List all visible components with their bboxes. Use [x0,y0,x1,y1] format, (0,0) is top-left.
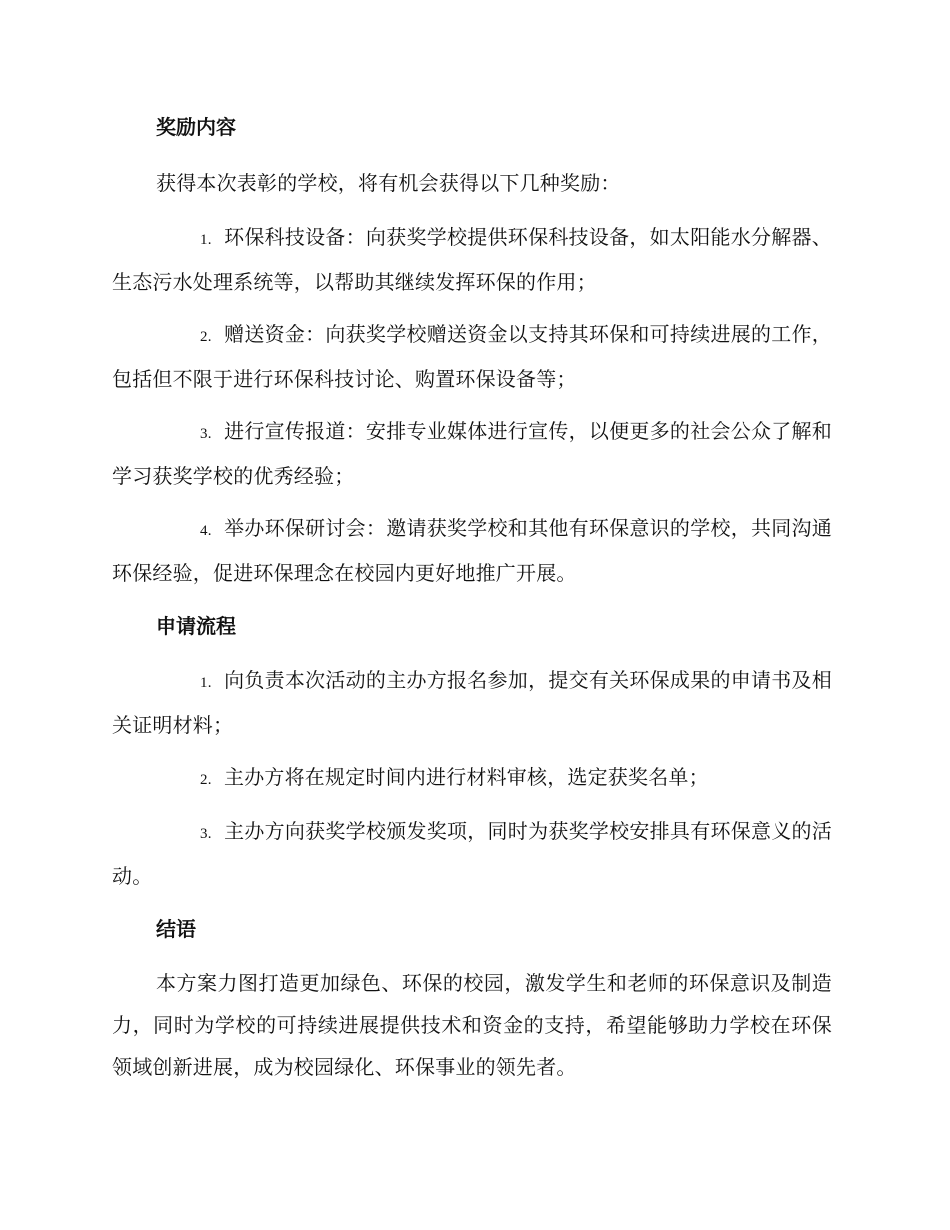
list-number: 4. [200,523,212,539]
process-item-2 [112,756,832,801]
section-heading-conclusion: 结语 [156,917,196,941]
list-number: 1. [200,675,212,691]
list-item-text: 向负责本次活动的主办方报名参加，提交有关环保成果的申请书及相关证明材料； [112,668,832,737]
list-item-text: 主办方将在规定时间内进行材料审核，选定获奖名单； [224,765,709,789]
conclusion-paragraph: 本方案力图打造更加绿色、环保的校园，激发学生和老师的环保意识及制造力，同时为学校的可持续进展提供技术和资金的支持，希望能够助力学校在环保领域创新进展，成为校园绿化、环保事业的领先者。 [112,971,832,1079]
section-heading-rewards: 奖励内容 [156,115,236,139]
list-number: 2. [200,329,212,345]
section-heading-process: 申请流程 [156,614,236,638]
list-number: 2. [200,772,212,788]
list-item-text: 主办方向获奖学校颁发奖项，同时为获奖学校安排具有环保意义的活动。 [112,819,832,888]
list-item-text: 环保科技设备：向获奖学校提供环保科技设备，如太阳能水分解器、生态污水处理系统等，以帮助其继续发挥环保的作用； [112,225,832,294]
rewards-item-2 [112,313,832,400]
list-item-text: 赠送资金：向获奖学校赠送资金以支持其环保和可持续进展的工作，包括但不限于进行环保科技讨论、购置环保设备等； [112,322,832,391]
list-item-text: 举办环保研讨会：邀请获奖学校和其他有环保意识的学校，共同沟通环保经验，促进环保理念在校园内更好地推广开展。 [112,516,832,585]
list-number: 1. [200,232,212,248]
rewards-intro: 获得本次表彰的学校，将有机会获得以下几种奖励： [156,171,621,195]
process-item-3 [112,810,832,897]
list-number: 3. [200,826,212,842]
process-item-1 [112,659,832,746]
rewards-item-1 [112,216,832,303]
list-number: 3. [200,426,212,442]
rewards-item-4 [112,507,832,594]
list-item-text: 进行宣传报道：安排专业媒体进行宣传，以便更多的社会公众了解和学习获奖学校的优秀经验； [112,419,832,488]
rewards-item-3 [112,410,832,497]
